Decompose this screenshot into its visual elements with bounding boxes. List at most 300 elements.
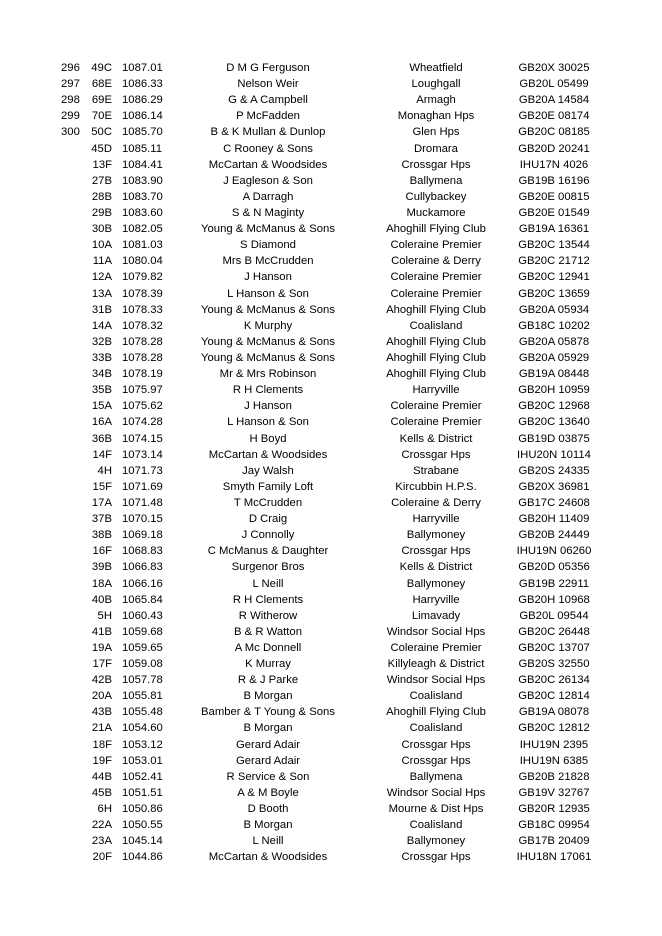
velocity-cell: 1071.73 [122,464,163,477]
table-row [0,753,662,769]
table-row [0,92,662,108]
ring-number-cell: GB20C 12814 [518,690,590,703]
fancier-name-cell: R H Clements [232,384,304,397]
ring-number-cell: GB20C 12941 [518,271,590,284]
velocity-cell: 1086.33 [122,78,163,91]
velocity-cell: 1055.48 [122,706,163,719]
fancier-name-cell: C McManus & Daughter [207,545,329,558]
club-cell: Coalisland [409,819,463,832]
club-cell: Harryville [412,593,460,606]
section-cell: 22A [91,819,112,832]
club-cell: Crossgar Hps [401,754,471,767]
section-cell: 20A [91,690,112,703]
table-row [0,592,662,608]
ring-number-cell: GB20A 05929 [518,351,590,364]
section-cell: 32B [91,335,112,348]
section-cell: 16F [92,545,112,558]
section-cell: 19A [91,641,112,654]
ring-number-cell: IHU20N 10114 [517,448,591,461]
table-row [0,334,662,350]
club-cell: Ahoghill Flying Club [386,368,486,381]
section-cell: 17A [91,496,112,509]
fancier-name-cell: P McFadden [236,110,300,123]
table-row [0,479,662,495]
velocity-cell: 1074.28 [122,416,163,429]
ring-number-cell: GB17C 24608 [518,496,590,509]
velocity-cell: 1086.14 [122,110,163,123]
table-row [0,269,662,285]
ring-number-cell: GB20C 12968 [518,400,590,413]
fancier-name-cell: J Hanson [244,271,292,284]
section-cell: 37B [91,513,112,526]
club-cell: Crossgar Hps [401,448,471,461]
table-row [0,157,662,173]
velocity-cell: 1045.14 [122,835,163,848]
velocity-cell: 1078.32 [122,319,163,332]
table-row [0,495,662,511]
ring-number-cell: IHU17N 4026 [519,158,589,171]
velocity-cell: 1071.69 [122,480,163,493]
position-cell: 299 [61,110,80,123]
velocity-cell: 1085.70 [122,126,163,139]
fancier-name-cell: D Craig [248,513,288,526]
velocity-cell: 1053.01 [122,754,163,767]
ring-number-cell: GB20L 05499 [519,78,589,91]
table-row [0,366,662,382]
velocity-cell: 1083.70 [122,190,163,203]
section-cell: 23A [91,835,112,848]
club-cell: Windsor Social Hps [386,786,486,799]
velocity-cell: 1086.29 [122,94,163,107]
fancier-name-cell: G & A Campbell [228,94,308,107]
fancier-name-cell: McCartan & Woodsides [208,851,328,864]
table-row [0,801,662,817]
section-cell: 16A [91,416,112,429]
fancier-name-cell: B Morgan [243,819,293,832]
ring-number-cell: GB20D 05356 [518,561,590,574]
velocity-cell: 1044.86 [122,851,163,864]
ring-number-cell: IHU19N 2395 [519,738,589,751]
velocity-cell: 1074.15 [122,432,163,445]
velocity-cell: 1066.83 [122,561,163,574]
club-cell: Limavady [411,609,461,622]
table-row [0,833,662,849]
table-row [0,769,662,785]
fancier-name-cell: Smyth Family Loft [222,480,314,493]
club-cell: Ballymoney [406,529,466,542]
section-cell: 27B [91,174,112,187]
club-cell: Harryville [412,384,460,397]
fancier-name-cell: McCartan & Woodsides [208,448,328,461]
fancier-name-cell: Mrs B McCrudden [222,255,314,268]
section-cell: 14F [92,448,112,461]
table-row [0,576,662,592]
results-table [0,60,662,865]
fancier-name-cell: B Morgan [243,690,293,703]
fancier-name-cell: R H Clements [232,593,304,606]
fancier-name-cell: K Murray [245,658,291,671]
velocity-cell: 1052.41 [122,770,163,783]
club-cell: Ahoghill Flying Club [386,351,486,364]
fancier-name-cell: Gerard Adair [235,738,301,751]
section-cell: 21A [91,722,112,735]
table-row [0,108,662,124]
fancier-name-cell: Young & McManus & Sons [201,335,335,348]
velocity-cell: 1085.11 [122,142,162,155]
club-cell: Coleraine Premier [390,416,482,429]
club-cell: Windsor Social Hps [386,674,486,687]
ring-number-cell: GB20X 30025 [518,62,590,74]
table-row [0,253,662,269]
table-row [0,237,662,253]
velocity-cell: 1065.84 [122,593,163,606]
velocity-cell: 1084.41 [122,158,163,171]
section-cell: 43B [91,706,112,719]
velocity-cell: 1051.51 [122,786,163,799]
ring-number-cell: GB19B 22911 [518,577,590,590]
table-row [0,720,662,736]
velocity-cell: 1078.28 [122,335,163,348]
club-cell: Kells & District [399,432,473,445]
velocity-cell: 1078.28 [122,351,163,364]
ring-number-cell: GB20C 12812 [518,722,590,735]
fancier-name-cell: B & K Mullan & Dunlop [210,126,326,139]
table-row [0,608,662,624]
fancier-name-cell: A & M Boyle [237,786,299,799]
club-cell: Glen Hps [412,126,460,139]
fancier-name-cell: Jay Walsh [242,464,294,477]
velocity-cell: 1083.60 [122,206,163,219]
velocity-cell: 1057.78 [122,674,163,687]
club-cell: Kircubbin H.P.S. [395,480,477,493]
table-row [0,124,662,140]
section-cell: 40B [91,593,112,606]
ring-number-cell: GB20B 24449 [518,529,590,542]
table-row [0,527,662,543]
club-cell: Mourne & Dist Hps [388,803,484,816]
velocity-cell: 1087.01 [122,62,163,74]
fancier-name-cell: R & J Parke [237,674,299,687]
section-cell: 11A [92,255,112,268]
section-cell: 4H [97,464,112,477]
ring-number-cell: GB20X 36981 [518,480,590,493]
fancier-name-cell: S Diamond [240,239,296,252]
section-cell: 29B [91,206,112,219]
ring-number-cell: GB20L 09544 [519,609,589,622]
club-cell: Ahoghill Flying Club [386,335,486,348]
table-row [0,414,662,430]
ring-number-cell: IHU18N 17061 [516,851,592,864]
ring-number-cell: GB19D 03875 [518,432,590,445]
section-cell: 39B [91,561,112,574]
position-cell: 300 [61,126,80,139]
club-cell: Crossgar Hps [401,158,471,171]
ring-number-cell: GB20S 24335 [518,464,590,477]
fancier-name-cell: Young & McManus & Sons [201,303,335,316]
fancier-name-cell: H Boyd [249,432,287,445]
section-cell: 33B [91,351,112,364]
table-row [0,463,662,479]
velocity-cell: 1059.08 [122,658,163,671]
club-cell: Coleraine Premier [390,287,482,300]
fancier-name-cell: Gerard Adair [235,754,301,767]
ring-number-cell: GB20C 13544 [518,239,590,252]
club-cell: Monaghan Hps [397,110,475,123]
club-cell: Ballymena [409,174,463,187]
club-cell: Coleraine & Derry [391,496,481,509]
fancier-name-cell: L Neill [252,577,284,590]
fancier-name-cell: R Service & Son [226,770,310,783]
velocity-cell: 1059.65 [122,641,163,654]
club-cell: Kells & District [399,561,473,574]
section-cell: 19F [92,754,112,767]
velocity-cell: 1082.05 [122,223,163,236]
velocity-cell: 1073.14 [122,448,163,461]
ring-number-cell: GB20H 10959 [518,384,590,397]
section-cell: 6H [97,803,112,816]
velocity-cell: 1078.19 [122,368,163,381]
velocity-cell: 1066.16 [122,577,163,590]
fancier-name-cell: Nelson Weir [237,78,299,91]
table-row [0,559,662,575]
ring-number-cell: GB20C 21712 [518,255,590,268]
section-cell: 70E [91,110,112,123]
ring-number-cell: GB20E 08174 [518,110,590,123]
club-cell: Coalisland [409,722,463,735]
section-cell: 14A [91,319,112,332]
section-cell: 31B [91,303,112,316]
fancier-name-cell: L Hanson & Son [227,287,309,300]
club-cell: Coleraine Premier [390,641,482,654]
ring-number-cell: GB20H 11409 [518,513,590,526]
fancier-name-cell: McCartan & Woodsides [208,158,328,171]
velocity-cell: 1083.90 [122,174,163,187]
velocity-cell: 1050.86 [122,803,163,816]
ring-number-cell: GB20E 00815 [518,190,590,203]
section-cell: 15F [92,480,112,493]
club-cell: Loughgall [411,78,461,91]
fancier-name-cell: R Witherow [238,609,298,622]
velocity-cell: 1055.81 [122,690,163,703]
section-cell: 30B [91,223,112,236]
fancier-name-cell: Mr & Mrs Robinson [219,368,317,381]
table-row [0,60,662,76]
ring-number-cell: GB20B 21828 [518,770,590,783]
table-row [0,173,662,189]
section-cell: 38B [91,529,112,542]
table-row [0,656,662,672]
fancier-name-cell: K Murphy [243,319,293,332]
fancier-name-cell: C Rooney & Sons [223,142,313,155]
club-cell: Ballymoney [406,577,466,590]
fancier-name-cell: J Eagleson & Son [223,174,313,187]
section-cell: 45D [91,142,112,155]
velocity-cell: 1071.48 [122,496,163,509]
table-row [0,688,662,704]
velocity-cell: 1068.83 [122,545,163,558]
table-row [0,189,662,205]
fancier-name-cell: Young & McManus & Sons [201,223,335,236]
velocity-cell: 1075.62 [122,400,163,413]
fancier-name-cell: J Hanson [244,400,292,413]
fancier-name-cell: D Booth [247,803,289,816]
ring-number-cell: GB18C 10202 [518,319,590,332]
position-cell: 296 [61,62,80,74]
ring-number-cell: GB19A 16361 [518,223,590,236]
table-row [0,849,662,865]
section-cell: 13A [91,287,112,300]
ring-number-cell: GB20C 13659 [518,287,590,300]
ring-number-cell: GB19B 16196 [518,174,590,187]
table-row [0,76,662,92]
section-cell: 45B [91,786,112,799]
section-cell: 12A [91,271,112,284]
fancier-name-cell: J Connolly [241,529,295,542]
club-cell: Ahoghill Flying Club [386,706,486,719]
ring-number-cell: GB20A 14584 [518,94,590,107]
ring-number-cell: GB18C 09954 [518,819,590,832]
ring-number-cell: GB20R 12935 [518,803,590,816]
position-cell: 298 [61,94,80,107]
table-row [0,704,662,720]
ring-number-cell: GB20H 10968 [518,593,590,606]
club-cell: Ahoghill Flying Club [386,223,486,236]
section-cell: 17F [92,658,112,671]
velocity-cell: 1075.97 [122,384,163,397]
section-cell: 68E [91,78,112,91]
section-cell: 15A [91,400,112,413]
table-row [0,817,662,833]
table-row [0,286,662,302]
ring-number-cell: GB20C 13640 [518,416,590,429]
table-row [0,640,662,656]
ring-number-cell: IHU19N 06260 [516,545,592,558]
velocity-cell: 1078.39 [122,287,163,300]
club-cell: Coalisland [409,319,463,332]
section-cell: 36B [91,432,112,445]
fancier-name-cell: B & R Watton [233,625,302,638]
table-row [0,624,662,640]
table-row [0,318,662,334]
section-cell: 18F [92,738,112,751]
table-row [0,302,662,318]
fancier-name-cell: L Hanson & Son [227,416,309,429]
section-cell: 69E [91,94,112,107]
table-row [0,785,662,801]
fancier-name-cell: S & N Maginty [231,206,305,219]
club-cell: Crossgar Hps [401,545,471,558]
club-cell: Ballymena [409,770,463,783]
ring-number-cell: GB20D 20241 [518,142,590,155]
section-cell: 41B [91,625,112,638]
velocity-cell: 1069.18 [122,529,163,542]
table-row [0,431,662,447]
table-row [0,382,662,398]
ring-number-cell: GB20C 13707 [518,641,590,654]
velocity-cell: 1053.12 [122,738,163,751]
fancier-name-cell: B Morgan [243,722,293,735]
fancier-name-cell: A Darragh [242,190,294,203]
section-cell: 35B [91,384,112,397]
velocity-cell: 1060.43 [122,609,163,622]
club-cell: Ahoghill Flying Club [386,303,486,316]
section-cell: 42B [91,674,112,687]
section-cell: 5H [97,609,112,622]
fancier-name-cell: A Mc Donnell [234,641,302,654]
table-row [0,221,662,237]
velocity-cell: 1059.68 [122,625,163,638]
table-row [0,350,662,366]
club-cell: Muckamore [406,206,466,219]
club-cell: Crossgar Hps [401,738,471,751]
table-row [0,511,662,527]
fancier-name-cell: T McCrudden [233,496,303,509]
ring-number-cell: GB20C 26448 [518,625,590,638]
table-row [0,672,662,688]
table-row [0,447,662,463]
club-cell: Coleraine & Derry [391,255,481,268]
position-cell: 297 [61,78,80,91]
table-row [0,141,662,157]
section-cell: 44B [91,770,112,783]
club-cell: Ballymoney [406,835,466,848]
ring-number-cell: GB20C 26134 [518,674,590,687]
velocity-cell: 1079.82 [122,271,163,284]
club-cell: Dromara [414,142,458,155]
velocity-cell: 1070.15 [122,513,163,526]
section-cell: 28B [91,190,112,203]
table-row [0,398,662,414]
ring-number-cell: GB17B 20409 [518,835,590,848]
club-cell: Harryville [412,513,460,526]
section-cell: 20F [92,851,112,864]
club-cell: Strabane [413,464,459,477]
velocity-cell: 1050.55 [122,819,163,832]
club-cell: Killyleagh & District [387,658,485,671]
club-cell: Crossgar Hps [401,851,471,864]
table-row [0,737,662,753]
velocity-cell: 1054.60 [122,722,163,735]
ring-number-cell: IHU19N 6385 [519,754,589,767]
club-cell: Armagh [416,94,456,107]
fancier-name-cell: L Neill [252,835,284,848]
club-cell: Coleraine Premier [390,239,482,252]
club-cell: Windsor Social Hps [386,625,486,638]
ring-number-cell: GB20S 32550 [518,658,590,671]
section-cell: 49C [91,62,112,74]
ring-number-cell: GB20A 05878 [518,335,590,348]
ring-number-cell: GB19A 08448 [518,368,590,381]
velocity-cell: 1078.33 [122,303,163,316]
fancier-name-cell: D M G Ferguson [226,62,310,74]
velocity-cell: 1081.03 [122,239,163,252]
club-cell: Coleraine Premier [390,271,482,284]
fancier-name-cell: Surgenor Bros [231,561,305,574]
ring-number-cell: GB20A 05934 [518,303,590,316]
fancier-name-cell: Bamber & T Young & Sons [201,706,335,719]
table-row [0,205,662,221]
ring-number-cell: GB19A 08078 [518,706,590,719]
ring-number-cell: GB20E 01549 [518,206,590,219]
club-cell: Coleraine Premier [390,400,482,413]
club-cell: Cullybackey [405,190,467,203]
club-cell: Coalisland [409,690,463,703]
velocity-cell: 1080.04 [122,255,163,268]
section-cell: 13F [92,158,112,171]
table-row [0,543,662,559]
fancier-name-cell: Young & McManus & Sons [201,351,335,364]
ring-number-cell: GB20C 08185 [518,126,590,139]
